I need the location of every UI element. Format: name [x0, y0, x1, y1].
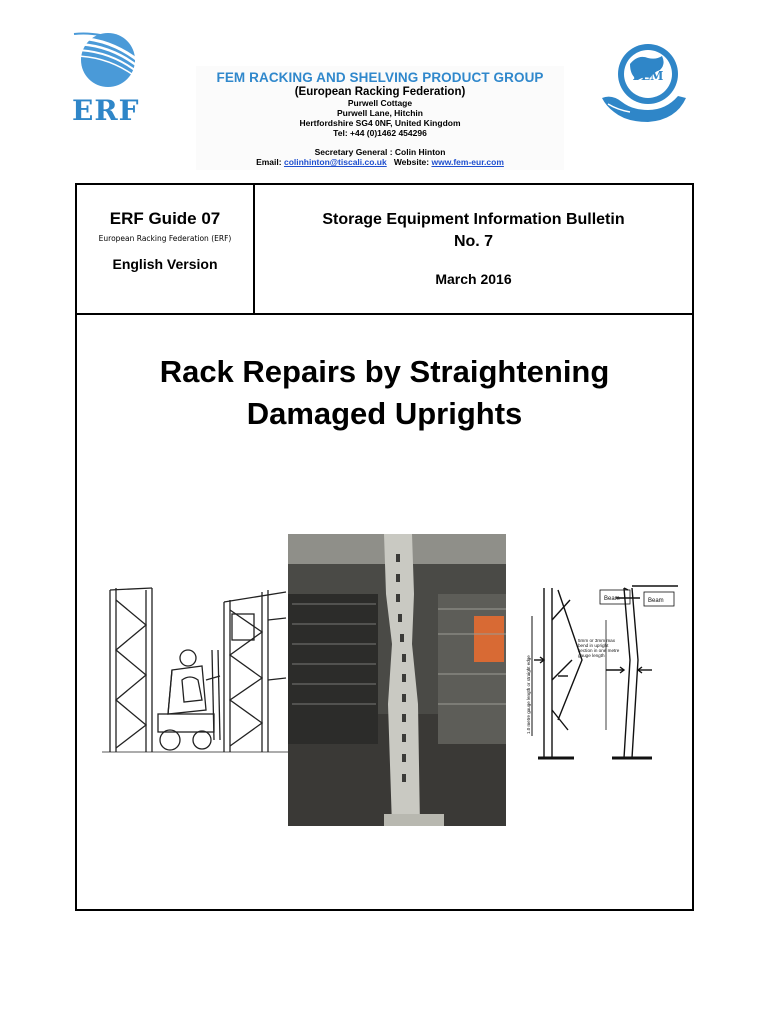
address-line: Purwell Lane, Hitchin [337, 108, 423, 118]
federation-subtitle: (European Racking Federation) [294, 86, 466, 98]
email-link[interactable]: colinhinton@tiscali.co.uk [283, 157, 387, 167]
federation-header [196, 66, 564, 170]
guide-federation: European Racking Federation (ERF) [98, 234, 232, 243]
contact-line [196, 157, 564, 167]
damaged-upright-photo [288, 534, 506, 826]
website-label: Website: [393, 157, 430, 167]
beam-label-left: Beam [604, 596, 620, 602]
forklift-sketch [102, 530, 288, 830]
erf-logo-text: ERF [72, 94, 140, 127]
erf-logo [68, 30, 144, 126]
title-line-2: Damaged Uprights [246, 396, 523, 431]
address-line: Purwell Cottage [347, 98, 413, 108]
guide-version: English Version [112, 256, 218, 272]
document-title [77, 351, 692, 435]
bend-note: 5mm or 3mm max bend in upright section in one metre gauge length [578, 638, 620, 658]
gauge-length-label: 1.0 metre gauge length or straight edge [526, 655, 531, 734]
fem-logo [598, 34, 694, 126]
address-line: Hertfordshire SG4 0NF, United Kingdom [299, 118, 461, 128]
beam-label-right: Beam [648, 598, 664, 604]
gauge-diagram [526, 530, 682, 830]
bulletin-line-1: Storage Equipment Information Bulletin [322, 211, 625, 228]
cover-illustration [102, 530, 682, 830]
email-label: Email: [256, 157, 282, 167]
title-line-1: Rack Repairs by Straightening [159, 354, 610, 389]
group-title: FEM RACKING AND SHELVING PRODUCT GROUP [216, 70, 544, 85]
guide-cell [77, 185, 255, 313]
secretary-line: Secretary General : Colin Hinton [314, 147, 446, 157]
bulletin-cell [255, 185, 692, 313]
phone-line: Tel: +44 (0)1462 454296 [333, 128, 427, 138]
website-link[interactable]: www.fem-eur.com [431, 157, 504, 167]
guide-title: ERF Guide 07 [109, 209, 221, 228]
fem-logo-text: FEM [632, 69, 664, 83]
erf-swoosh-icon [72, 30, 142, 92]
info-row [77, 185, 692, 315]
fem-globe-hands-icon [598, 34, 694, 126]
bulletin-number: No. 7 [453, 233, 494, 250]
bulletin-date: March 2016 [435, 271, 512, 287]
bulletin-title [255, 209, 692, 253]
